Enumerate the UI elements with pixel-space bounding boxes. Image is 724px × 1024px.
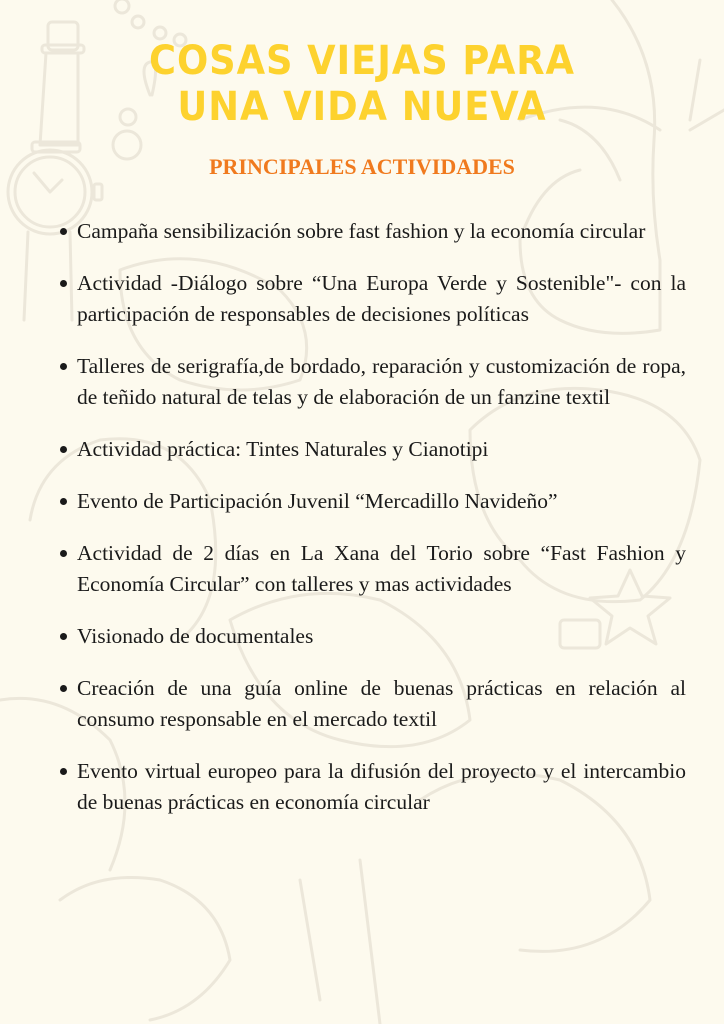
activities-list (58, 216, 686, 839)
bullet-icon (60, 685, 67, 692)
list-item-text: Creación de una guía online de buenas prácticas en relación al consumo responsable en el mercado textil (77, 676, 686, 731)
list-item (58, 351, 686, 413)
list-item-text: Visionado de documentales (77, 624, 314, 648)
list-item-text: Actividad de 2 días en La Xana del Torio sobre “Fast Fashion y Economía Circular” con talleres y mas actividades (77, 541, 686, 596)
list-item (58, 756, 686, 818)
list-item (58, 621, 686, 652)
bullet-icon (60, 633, 67, 640)
list-item (58, 434, 686, 465)
section-subtitle: PRINCIPALES ACTIVIDADES (209, 154, 515, 179)
bullet-icon (60, 768, 67, 775)
list-item (58, 673, 686, 735)
title-line-1: COSAS VIEJAS PARA (149, 38, 575, 84)
list-item (58, 216, 686, 247)
bullet-icon (60, 280, 67, 287)
bullet-icon (60, 498, 67, 505)
list-item-text: Campaña sensibilización sobre fast fashion y la economía circular (77, 219, 646, 243)
bullet-icon (60, 550, 67, 557)
list-item-text: Talleres de serigrafía,de bordado, reparación y customización de ropa, de teñido natural de telas y de elaboración de un fanzine textil (77, 354, 686, 409)
list-item (58, 486, 686, 517)
list-item (58, 268, 686, 330)
bullet-icon (60, 228, 67, 235)
list-item (58, 538, 686, 600)
page-title (29, 38, 695, 130)
list-item-text: Evento virtual europeo para la difusión del proyecto y el intercambio de buenas prácticas en economía circular (77, 759, 686, 814)
list-item-text: Actividad práctica: Tintes Naturales y Cianotipi (77, 437, 489, 461)
title-line-2: UNA VIDA NUEVA (177, 84, 547, 130)
list-item-text: Evento de Participación Juvenil “Mercadillo Navideño” (77, 489, 558, 513)
bullet-icon (60, 446, 67, 453)
list-item-text: Actividad -Diálogo sobre “Una Europa Verde y Sostenible"- con la participación de responsables de decisiones políticas (77, 271, 686, 326)
bullet-icon (60, 363, 67, 370)
